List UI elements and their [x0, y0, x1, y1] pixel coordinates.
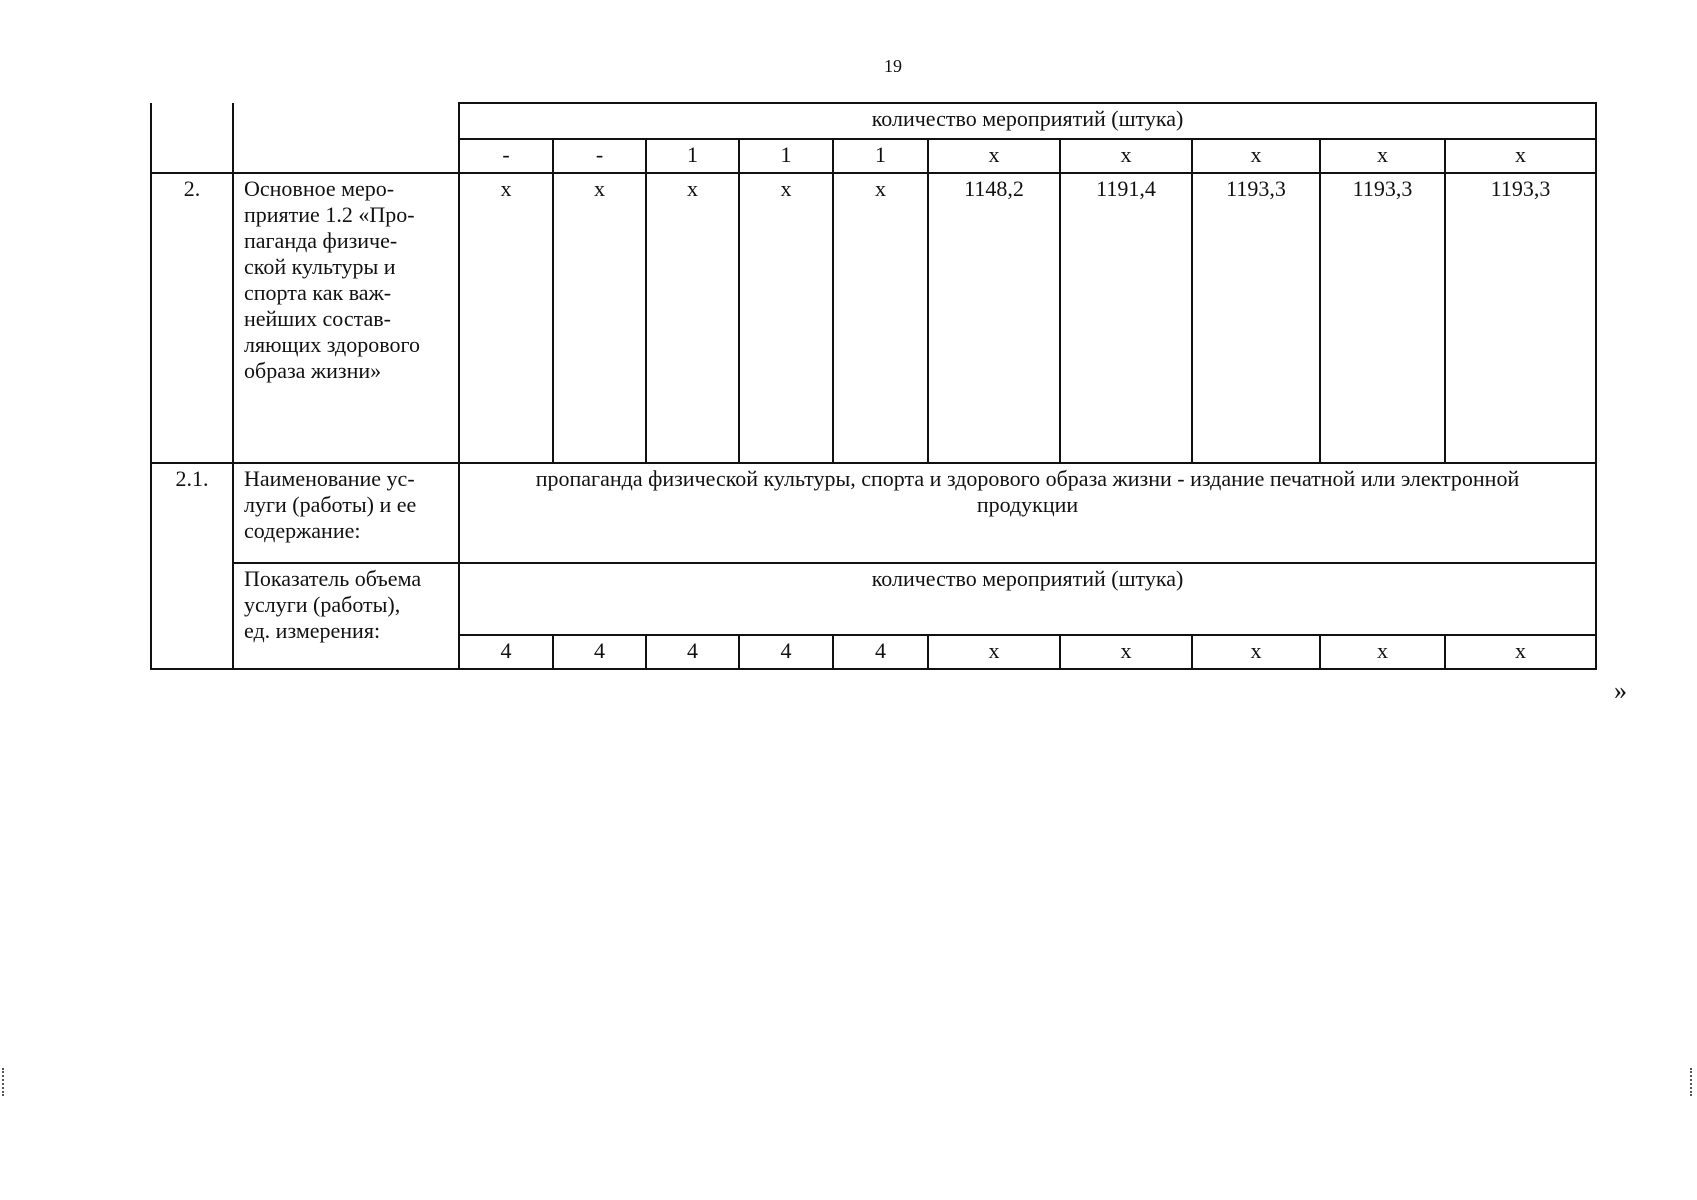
- row-value: х: [553, 173, 646, 463]
- continuation-number-cell: [151, 103, 233, 173]
- row-value: х: [646, 173, 739, 463]
- continuation-value: х: [928, 139, 1060, 173]
- volume-value: х: [1060, 635, 1192, 669]
- row-value: х: [833, 173, 928, 463]
- name-line: приятие 1.2 «Про-: [244, 202, 415, 227]
- volume-value: 4: [459, 635, 553, 669]
- volume-value: х: [1192, 635, 1320, 669]
- volume-value: х: [1320, 635, 1445, 669]
- volume-value: х: [1445, 635, 1596, 669]
- program-table: [150, 102, 1597, 670]
- volume-value: 4: [646, 635, 739, 669]
- volume-indicator-label: [233, 563, 459, 669]
- name-line: ской культуры и: [244, 254, 396, 279]
- name-line: ляющих здорового: [244, 332, 420, 357]
- continuation-value: 1: [739, 139, 833, 173]
- continuation-value: х: [1320, 139, 1445, 173]
- page-number: 19: [884, 56, 902, 76]
- main-activity-name: [233, 173, 459, 463]
- volume-value: 4: [833, 635, 928, 669]
- continuation-name-cell: [233, 103, 459, 173]
- row-value: 1193,3: [1445, 173, 1596, 463]
- name-line: спорта как важ-: [244, 280, 392, 305]
- label-line: луги (работы) и ее: [244, 492, 417, 517]
- label-line: Наименование ус-: [244, 466, 415, 491]
- description-line: продукции: [976, 492, 1079, 517]
- description-line: пропаганда физической культуры, спорта и здорового образа жизни - издание печатной или электронной: [535, 466, 1520, 491]
- volume-indicator-unit: количество мероприятий (штука): [459, 563, 1596, 635]
- volume-value: 4: [553, 635, 646, 669]
- name-line: Основное меро-: [244, 176, 395, 201]
- volume-value: х: [928, 635, 1060, 669]
- label-line: содержание:: [244, 518, 361, 543]
- service-description: [459, 463, 1596, 563]
- row-number: 2.: [151, 173, 233, 463]
- row-value: 1191,4: [1060, 173, 1192, 463]
- row-number: 2.1.: [151, 463, 233, 669]
- name-line: нейших состав-: [244, 306, 391, 331]
- label-line: услуги (работы),: [244, 592, 401, 617]
- label-line: Показатель объема: [244, 566, 422, 591]
- name-line: образа жизни»: [244, 358, 382, 383]
- continuation-value: х: [1192, 139, 1320, 173]
- row-value: х: [739, 173, 833, 463]
- row-value: 1193,3: [1320, 173, 1445, 463]
- continuation-value: х: [1445, 139, 1596, 173]
- scan-edge-mark-left: [2, 1068, 6, 1096]
- continuation-value: -: [553, 139, 646, 173]
- continuation-indicator-label: количество мероприятий (штука): [459, 103, 1596, 139]
- continuation-value: -: [459, 139, 553, 173]
- closing-quote: »: [1614, 676, 1627, 705]
- volume-value: 4: [739, 635, 833, 669]
- label-line: ед. измерения:: [244, 618, 381, 643]
- row-value: х: [459, 173, 553, 463]
- continuation-value: х: [1060, 139, 1192, 173]
- name-line: паганда физиче-: [244, 228, 398, 253]
- row-value: 1193,3: [1192, 173, 1320, 463]
- continuation-value: 1: [646, 139, 739, 173]
- scan-edge-mark-right: [1690, 1068, 1694, 1096]
- row-value: 1148,2: [928, 173, 1060, 463]
- continuation-value: 1: [833, 139, 928, 173]
- service-name-label: [233, 463, 459, 563]
